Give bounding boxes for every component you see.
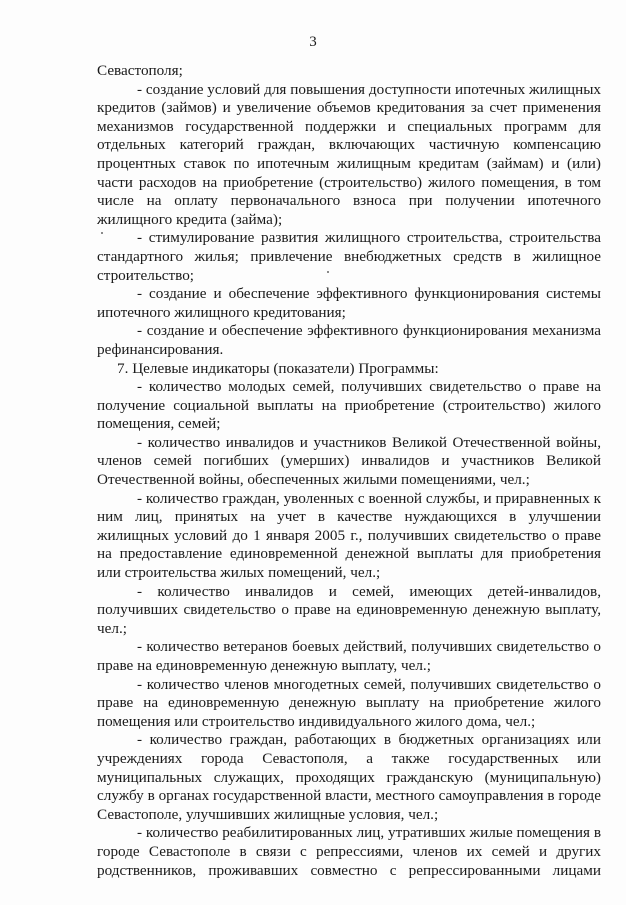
scan-speck bbox=[327, 271, 329, 273]
paragraph-young-families: - количество молодых семей, получивших свидетельство о праве на получение социальной выплаты на приобретение (строительство) жилого помещения, семей; bbox=[97, 378, 601, 433]
paragraph-war-veterans: - количество инвалидов и участников Великой Отечественной войны, членов семей погибших (умерших) инвалидов и участников Великой Отечественной войны, обеспеченных жилыми помещениями, чел.; bbox=[97, 433, 601, 489]
paragraph-disabled-families: - количество инвалидов и семей, имеющих детей-инвалидов, получивших свидетельство о праве на единовременную денежную выплату, чел.; bbox=[97, 582, 601, 637]
paragraph-public-employees: - количество граждан, работающих в бюджетных организациях или учреждениях города Севастополя, а также государственных или муниципальных служащих, проходящих гражданскую (муниципальную) службу в органах государственной власти, местного самоуправления в городе Севастополе, улучшивших жилищные условия, чел.; bbox=[97, 731, 601, 823]
page-number: 3 bbox=[309, 34, 317, 50]
paragraph-combat-veterans: - количество ветеранов боевых действий, получивших свидетельство о праве на единовременную денежную выплату, чел.; bbox=[97, 638, 601, 674]
paragraph-military-retirees: - количество граждан, уволенных с военной службы, и приравненных к ним лиц, принятых на учет в качестве нуждающихся в улучшении жилищных условий до 1 января 2005 г., получивших свидетельство о праве на предоставление единовременной денежной выплаты для приобретения или строительства жилых помещений, чел.; bbox=[97, 489, 601, 582]
paragraph-rehabilitated-persons: - количество реабилитированных лиц, утративших жилые помещения в городе Севастополе в связи с репрессиями, членов их семей и других родственников, проживавших совместно с репрессированными лицами bbox=[97, 824, 601, 879]
paragraph-mortgage-availability: - создание условий для повышения доступности ипотечных жилищных кредитов (займов) и увеличение объемов кредитования за счет применения механизмов государственной поддержки и специальных программ для отдельных категорий граждан, включающих частичную компенсацию процентных ставок по ипотечным жилищным кредитам (займам) и (или) части расходов на приобретение (строительство) жилого помещения, в том числе на оплату первоначального взноса при получении ипотечного жилищного кредита (займа); bbox=[97, 80, 601, 228]
paragraph-mortgage-system: - создание и обеспечение эффективного функционирования системы ипотечного жилищного кредитования; bbox=[97, 285, 601, 321]
scan-speck bbox=[101, 232, 103, 234]
paragraph-large-families: - количество членов многодетных семей, получивших свидетельство о праве на единовременную денежную выплату на приобретение жилого помещения или строительство индивидуального жилого дома, чел.; bbox=[97, 675, 601, 730]
document-body bbox=[97, 62, 601, 880]
paragraph-housing-stimulation: - стимулирование развития жилищного строительства, строительства стандартного жилья; привлечение внебюджетных средств в жилищное строительство; bbox=[97, 229, 601, 284]
paragraph-refinancing: - создание и обеспечение эффективного функционирования механизма рефинансирования. bbox=[97, 322, 601, 358]
section-heading-indicators: 7. Целевые индикаторы (показатели) Программы: bbox=[117, 359, 439, 377]
paragraph-continuation: Севастополя; bbox=[97, 62, 183, 79]
